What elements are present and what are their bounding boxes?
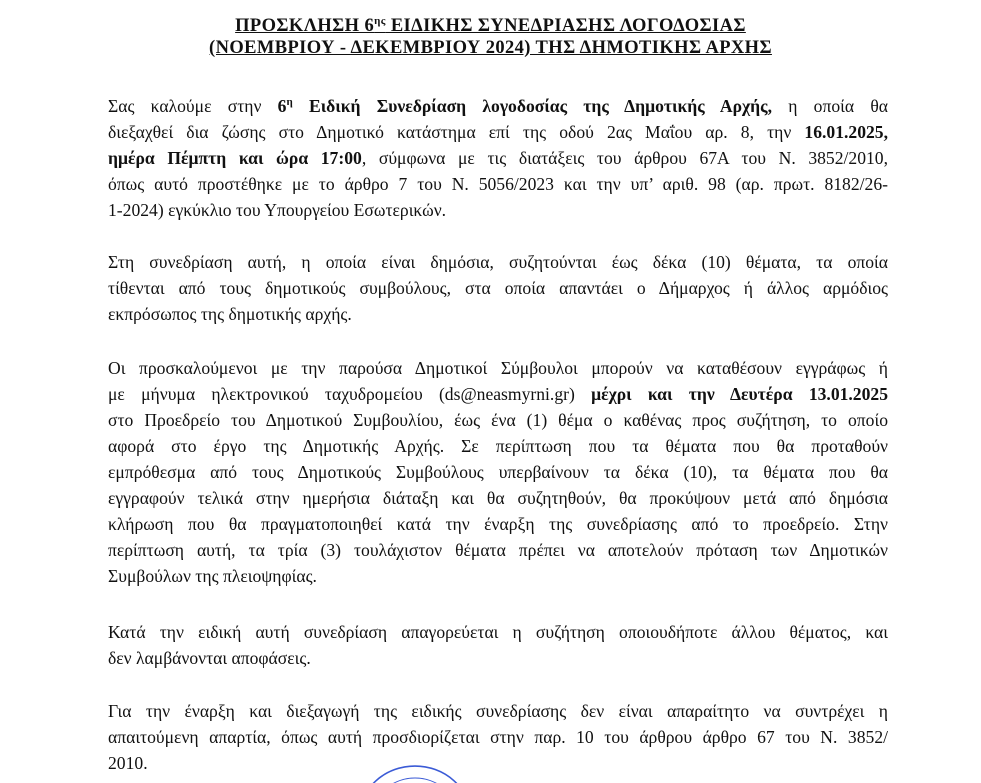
- superscript: η: [286, 96, 293, 108]
- text-line: κλήρωση που θα πραγματοποιηθεί κατά την έναρξη της συνεδρίασης από το προεδρείο. Στην: [108, 514, 888, 534]
- paragraph-invitation: [108, 89, 888, 223]
- text-line: [108, 119, 888, 145]
- text-line: δεν λαμβάνονται αποφάσεις.: [108, 648, 311, 668]
- text-line: [108, 89, 888, 119]
- text-line: Κατά την ειδική αυτή συνεδρίαση απαγορεύεται η συζήτηση οποιουδήποτε άλλου θέματος, και: [108, 622, 888, 642]
- text-run: με μήνυμα ηλεκτρονικού ταχυδρομείου (ds@neasmyrni.gr): [108, 384, 592, 404]
- text-run: 6: [277, 95, 287, 116]
- text-line: 1-2024) εγκύκλιο του Υπουργείου Εσωτερικών.: [108, 199, 447, 220]
- stamp-outer-ring: [360, 766, 470, 783]
- text-line: αφορά στο έργο της Δημοτικής Αρχής. Σε περίπτωση που τα θέματα που θα προταθούν: [108, 436, 888, 456]
- text-line: Για την έναρξη και διεξαγωγή της ειδικής συνεδρίασης δεν είναι απαραίτητο να συντρέχει η: [108, 701, 888, 721]
- paragraph-quorum: [108, 698, 888, 776]
- text-line: Οι προσκαλούμενοι με την παρούσα Δημοτικοί Σύμβουλοι μπορούν να καταθέσουν εγγράφως ή: [108, 358, 888, 378]
- paragraph-restriction: [108, 619, 888, 671]
- text-line: εγγραφούν τελικά στην ημερήσια διάταξη και θα συζητηθούν, θα προκύψουν μετά από δημόσια: [108, 488, 888, 508]
- text-line: εκπρόσωπος της δημοτικής αρχής.: [108, 304, 352, 324]
- text-run: , σύμφωνα με τις διατάξεις του άρθρου 67Α του Ν. 3852/2010,: [361, 147, 888, 168]
- stamp-inner-ring: [373, 778, 457, 783]
- text-run: η οποία θα: [771, 95, 888, 116]
- text-line: [108, 145, 888, 171]
- text-line: στο Προεδρείο του Δημοτικού Συμβουλίου, έως ένα (1) θέμα ο καθένας προς συζήτηση, το οποίο: [108, 410, 888, 430]
- text-run: Σας καλούμε στην: [108, 95, 278, 116]
- meeting-day-time: ημέρα Πέμπτη και ώρα 17:00: [108, 147, 362, 168]
- text-line: εμπρόθεσμα από τους Δημοτικούς Συμβούλους υπερβαίνουν τα δέκα (10), τα θέματα που θα: [108, 462, 888, 482]
- text-run: διεξαχθεί δια ζώσης στο Δημοτικό κατάστημα επί της οδού 2ας Μαΐου αρ. 8, την: [108, 121, 805, 142]
- meeting-date: 16.01.2025,: [804, 121, 888, 142]
- title-superscript: ης: [374, 15, 386, 27]
- title-text-part: ΕΙΔΙΚΗΣ ΣΥΝΕΔΡΙΑΣΗΣ ΛΟΓΟΔΟΣΙΑΣ: [385, 16, 746, 37]
- text-line: απαιτούμενη απαρτία, όπως αυτή προσδιορίζεται στην παρ. 10 του άρθρου άρθρο 67 του Ν. 3852/: [108, 727, 888, 747]
- paragraph-submission: [108, 355, 888, 589]
- text-line: όπως αυτό προστέθηκε με το άρθρο 7 του Ν. 5056/2023 και την υπ’ αριθ. 98 (αρ. πρωτ. 8182/26-: [108, 173, 888, 194]
- text-line: περίπτωση αυτή, τα τρία (3) τουλάχιστον θέματα πρέπει να αποτελούν πρόταση των Δημοτικών: [108, 540, 888, 560]
- official-stamp: [355, 756, 475, 783]
- text-line: Στη συνεδρίαση αυτή, η οποία είναι δημόσια, συζητούνται έως δέκα (10) θέματα, τα οποία: [108, 252, 888, 272]
- text-line: τίθενται από τους δημοτικούς συμβούλους, στα οποία απαντάει ο Δήμαρχος ή άλλος αρμόδιος: [108, 278, 888, 298]
- text-line: 2010.: [108, 753, 148, 773]
- title-text-part: ΠΡΟΣΚΛΗΣΗ 6: [235, 16, 375, 37]
- paragraph-topics: [108, 249, 888, 327]
- text-line: Συμβούλων της πλειοψηφίας.: [108, 566, 317, 586]
- text-run-bold: [278, 96, 772, 116]
- text-line: [108, 381, 888, 407]
- submission-deadline: μέχρι και την Δευτέρα 13.01.2025: [591, 384, 888, 404]
- document-title-line-2: (ΝΟΕΜΒΡΙΟΥ - ΔΕΚΕΜΒΡΙΟΥ 2024) ΤΗΣ ΔΗΜΟΤΙΚΗΣ ΑΡΧΗΣ: [209, 38, 772, 58]
- text-run: Ειδική Συνεδρίαση λογοδοσίας της Δημοτικής Αρχής,: [292, 95, 772, 116]
